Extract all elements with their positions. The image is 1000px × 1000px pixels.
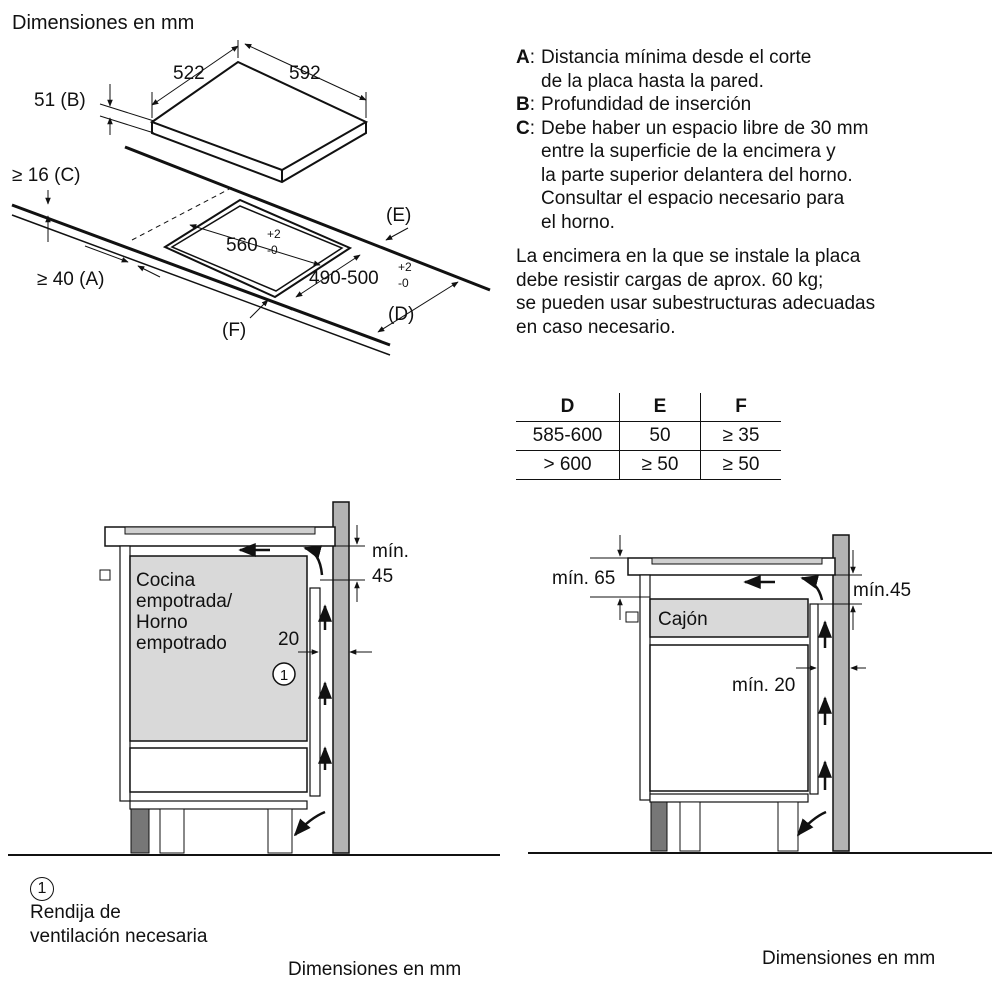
cutout-depth: 490-500 [309, 268, 379, 289]
table-header-row [516, 393, 781, 422]
note-a [516, 46, 986, 93]
dimension-table [516, 393, 781, 480]
cutout-width-tol-plus: +2 [267, 227, 281, 241]
dim-a: ≥ 40 (A) [37, 269, 105, 290]
table-cell: ≥ 50 [701, 451, 782, 480]
note-key: B [516, 94, 530, 115]
note-line: Distancia mínima desde el corte [541, 47, 812, 68]
dim-b: 51 (B) [34, 90, 86, 111]
note-text [541, 46, 811, 93]
label-e: (E) [386, 205, 412, 226]
note-key: A [516, 47, 530, 68]
callout-1: 1 [279, 667, 289, 684]
drawer-section-drawing [528, 535, 992, 969]
label-d: (D) [388, 304, 415, 325]
oven-label-4: empotrado [136, 633, 227, 654]
note-line: entre la superficie de la encimera y [541, 141, 836, 162]
countertop-drawing [12, 147, 490, 355]
note-line: de la placa hasta la pared. [541, 70, 764, 92]
oven-label-1: Cocina [136, 570, 196, 591]
table-cell: 585-600 [516, 422, 620, 451]
warning-line: se pueden usar subestructuras adecuadas [516, 293, 876, 314]
min-45: mín.45 [853, 580, 912, 601]
note-text [541, 117, 868, 235]
gap-20: 20 [278, 629, 300, 650]
warning-line: La encimera en la que se instale la placa [516, 246, 861, 267]
note-line: el horno. [541, 211, 615, 233]
oven-label-2: empotrada/ [136, 591, 233, 612]
hob-drawing [34, 40, 366, 182]
table-header: D [516, 393, 620, 422]
note-colon: : [529, 47, 536, 68]
warning-line: en caso necesario. [516, 316, 676, 338]
note-line: Debe haber un espacio libre de 30 mm [541, 117, 869, 139]
note-b [516, 93, 986, 117]
units-label-top: Dimensiones en mm [12, 12, 195, 34]
footnote-number: 1 [30, 877, 54, 901]
label-f: (F) [222, 320, 247, 341]
note-colon: : [529, 94, 536, 115]
note-c [516, 117, 986, 235]
oven-label-3: Horno [136, 612, 188, 633]
table-cell: 50 [620, 422, 701, 451]
min-20: mín. 20 [732, 675, 796, 696]
footnote [30, 876, 207, 949]
dim-592: 592 [289, 63, 321, 84]
note-key: C [516, 117, 530, 139]
cutout-depth-tol-plus: +2 [398, 260, 412, 274]
table-row [516, 451, 781, 480]
note-line: Profundidad de inserción [541, 94, 752, 115]
load-warning [516, 245, 986, 339]
table-cell: ≥ 50 [620, 451, 701, 480]
cutout-width: 560 [226, 235, 258, 256]
table-row [516, 422, 781, 451]
min-label: mín. [372, 541, 409, 562]
table-header: E [620, 393, 701, 422]
units-label-left: Dimensiones en mm [288, 959, 462, 980]
units-label-right: Dimensiones en mm [762, 948, 936, 969]
drawer-label: Cajón [658, 609, 708, 630]
footnote-line: Rendija de [30, 902, 121, 923]
min-value: 45 [372, 566, 394, 587]
note-line: la parte superior delantera del horno. [541, 164, 853, 186]
note-colon: : [529, 117, 536, 139]
dim-c: ≥ 16 (C) [12, 165, 81, 186]
table-cell: > 600 [516, 451, 620, 480]
footnote-line: ventilación necesaria [30, 926, 208, 947]
note-line: Consultar el espacio necesario para [541, 188, 845, 209]
cutout-width-tol-minus: -0 [267, 243, 278, 257]
table-cell: ≥ 35 [701, 422, 782, 451]
cutout-depth-tol-minus: -0 [398, 276, 409, 290]
warning-line: debe resistir cargas de aprox. 60 kg; [516, 269, 824, 291]
notes-list [516, 46, 986, 234]
table-header: F [701, 393, 782, 422]
min-65: mín. 65 [552, 568, 616, 589]
dim-522: 522 [173, 63, 205, 84]
